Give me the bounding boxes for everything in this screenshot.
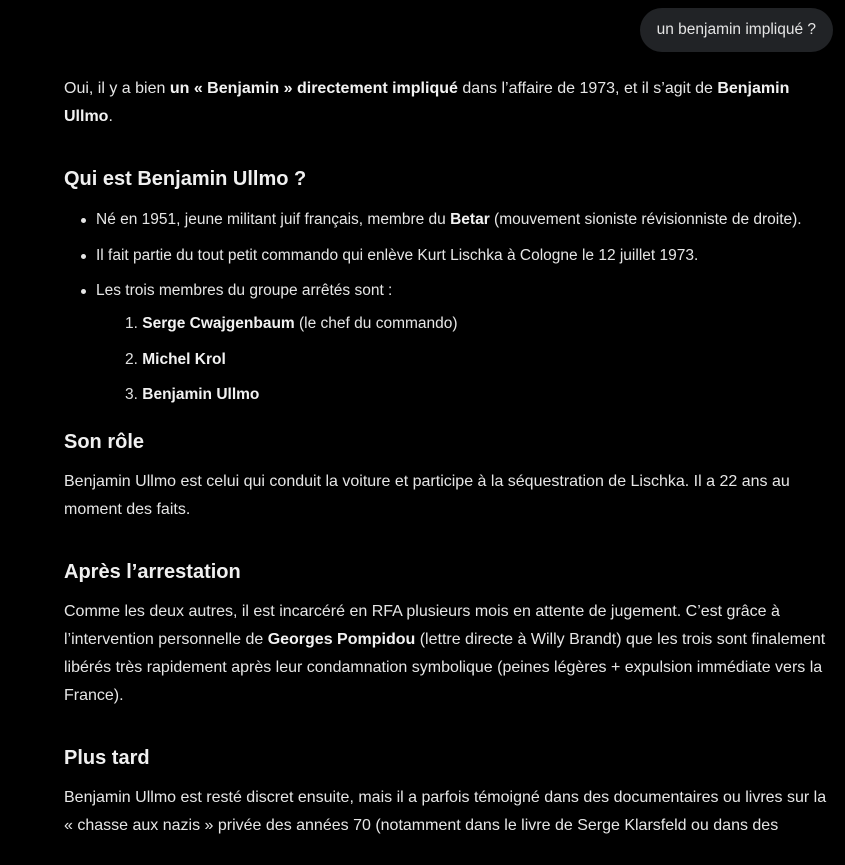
bullet-bold-betar: Betar: [450, 211, 490, 228]
bullet-text: Né en 1951, jeune militant juif français, membre du: [96, 211, 451, 228]
apres-paragraph: [64, 598, 836, 710]
apres-text: Comme les deux autres, il est incarcéré en RFA plusieurs mois en attente de jugement. C’est grâce à l’intervention personnelle de: [64, 603, 780, 648]
members-list: [96, 310, 836, 409]
bullet-text: Les trois membres du groupe arrêtés sont :: [96, 282, 393, 299]
intro-bold-name: Benjamin Ullmo: [64, 80, 790, 125]
scroll-edge: [0, 859, 845, 865]
heading-qui-est: Qui est Benjamin Ullmo ?: [64, 168, 307, 190]
apres-bold-pompidou: Georges Pompidou: [267, 631, 416, 648]
bullet-item: [81, 206, 836, 234]
bullet-item: [81, 277, 836, 409]
bullet-dot-icon: [81, 289, 86, 294]
assistant-answer: [64, 75, 836, 840]
intro-paragraph: [64, 75, 836, 131]
member-number: 3.: [125, 386, 138, 403]
bio-bullet-list: [64, 206, 836, 409]
intro-text: dans l’affaire de 1973, et il s’agit de: [457, 80, 718, 97]
user-message-bubble: un benjamin impliqué ?: [640, 8, 833, 52]
member-note: (le chef du commando): [294, 315, 458, 332]
user-message-row: [640, 8, 833, 52]
member-name: Michel Krol: [142, 350, 226, 368]
bullet-dot-icon: [81, 218, 86, 223]
bullet-dot-icon: [81, 254, 86, 259]
member-number: 1.: [125, 315, 138, 332]
member-item: [110, 310, 836, 338]
heading-apres-arrestation: Après l’arrestation: [64, 561, 241, 583]
member-number: 2.: [125, 350, 138, 368]
bullet-text: Il fait partie du tout petit commando qui enlève Kurt Lischka à Cologne le 12 juillet 1973.: [96, 246, 699, 264]
bullet-item: [81, 242, 836, 270]
intro-bold-benjamin: un « Benjamin » directement impliqué: [169, 80, 458, 97]
apres-text: (lettre directe à Willy Brandt) que les trois sont finalement libérés très rapidement après leur condamnation symbolique (peines légères + expulsion immédiate vers la France).: [64, 631, 826, 704]
heading-plus-tard: Plus tard: [64, 747, 150, 769]
bullet-text: (mouvement sioniste révisionniste de droite).: [489, 211, 802, 228]
plus-tard-paragraph: Benjamin Ullmo est resté discret ensuite, mais il a parfois témoigné dans des documentaires ou livres sur la « chasse aux nazis » privée des années 70 (notamment dans le livre de Serge Klarsfeld ou dans des: [64, 789, 827, 834]
intro-text: Oui, il y a bien: [64, 80, 170, 97]
role-paragraph: Benjamin Ullmo est celui qui conduit la voiture et participe à la séquestration de Lischka. Il a 22 ans au moment des faits.: [64, 473, 790, 518]
member-name: Benjamin Ullmo: [142, 386, 260, 403]
member-item: [110, 346, 836, 374]
intro-text: .: [108, 108, 113, 125]
member-name: Serge Cwajgenbaum: [142, 315, 295, 332]
member-item: [110, 381, 836, 409]
heading-son-role: Son rôle: [64, 431, 145, 453]
